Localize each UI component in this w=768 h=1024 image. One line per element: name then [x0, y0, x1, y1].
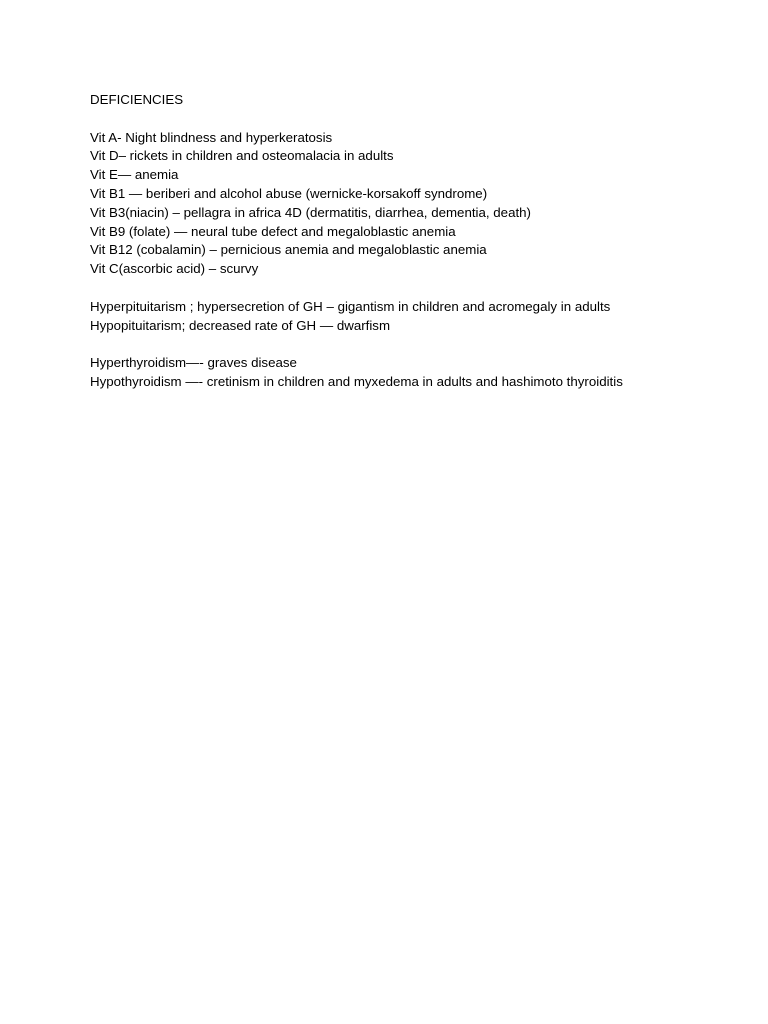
document-heading: DEFICIENCIES — [90, 92, 184, 107]
pituitary-list — [90, 298, 750, 336]
vitamin-b3-line: Vit B3(niacin) – pellagra in africa 4D (dermatitis, diarrhea, dementia, death) — [90, 204, 531, 220]
document-body — [90, 91, 750, 392]
vitamin-b12-line: Vit B12 (cobalamin) – pernicious anemia and megaloblastic anemia — [90, 242, 487, 258]
vitamin-b9-line: Vit B9 (folate) — neural tube defect and megaloblastic anemia — [90, 223, 456, 239]
hypopituitarism-line: Hypopituitarism; decreased rate of GH — dwarfism — [90, 317, 391, 333]
vitamin-c-line: Vit C(ascorbic acid) – scurvy — [90, 261, 259, 277]
hyperthyroidism-line: Hyperthyroidism—- graves disease — [90, 355, 297, 371]
hypothyroidism-line: Hypothyroidism —- cretinism in children and myxedema in adults and hashimoto thyroiditis — [90, 373, 623, 389]
vitamin-e-line: Vit E— anemia — [90, 167, 179, 183]
vitamin-b1-line: Vit B1 — beriberi and alcohol abuse (wernicke-korsakoff syndrome) — [90, 185, 488, 201]
thyroid-list — [90, 354, 750, 392]
vitamin-deficiency-list — [90, 129, 750, 279]
blank-line — [90, 335, 750, 354]
blank-line — [90, 110, 750, 129]
blank-line — [90, 279, 750, 298]
vitamin-a-line: Vit A- Night blindness and hyperkeratosis — [90, 129, 333, 145]
hyperpituitarism-line: Hyperpituitarism ; hypersecretion of GH – gigantism in children and acromegaly in adults — [90, 298, 611, 314]
vitamin-d-line: Vit D– rickets in children and osteomalacia in adults — [90, 148, 394, 164]
